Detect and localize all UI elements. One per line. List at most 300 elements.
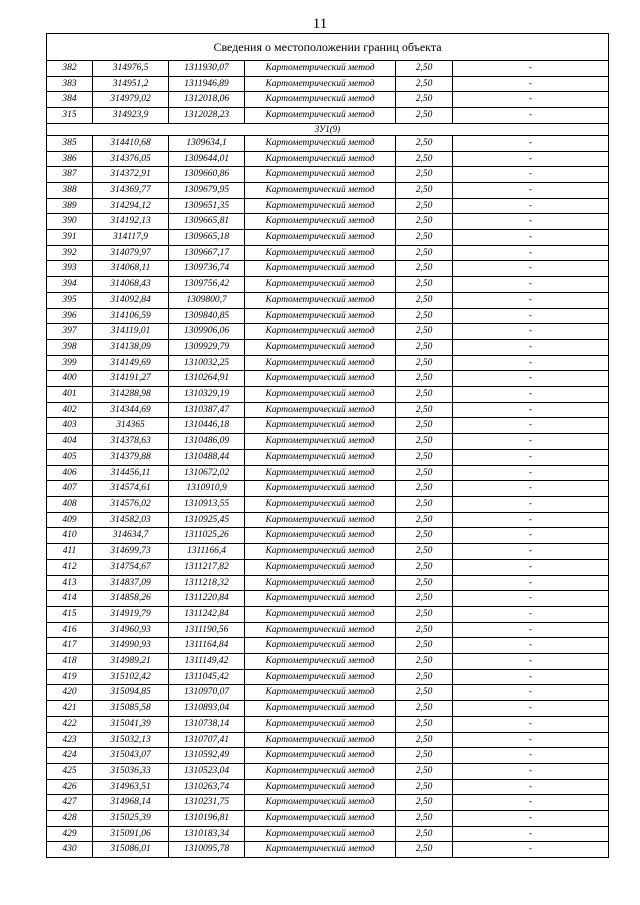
method-cell: Картометрический метод [245, 308, 396, 324]
remark-cell: - [453, 779, 609, 795]
remark-cell: - [453, 622, 609, 638]
accuracy-cell: 2,50 [396, 76, 453, 92]
point-number-cell: 389 [47, 198, 93, 214]
remark-cell: - [453, 387, 609, 403]
y-coordinate-cell: 1311946,89 [169, 76, 245, 92]
point-number-cell: 400 [47, 371, 93, 387]
table-row [47, 465, 609, 481]
accuracy-cell: 2,50 [396, 245, 453, 261]
x-coordinate-cell: 314963,51 [93, 779, 169, 795]
x-coordinate-cell: 315041,39 [93, 716, 169, 732]
section-label: ЗУ1(9) [47, 123, 609, 135]
point-number-cell: 411 [47, 544, 93, 560]
table-row [47, 214, 609, 230]
method-cell: Картометрический метод [245, 387, 396, 403]
point-number-cell: 384 [47, 92, 93, 108]
table-row [47, 512, 609, 528]
table-row [47, 167, 609, 183]
point-number-cell: 424 [47, 748, 93, 764]
point-number-cell: 406 [47, 465, 93, 481]
y-coordinate-cell: 1311164,84 [169, 638, 245, 654]
table-row [47, 763, 609, 779]
remark-cell: - [453, 92, 609, 108]
x-coordinate-cell: 314456,11 [93, 465, 169, 481]
accuracy-cell: 2,50 [396, 387, 453, 403]
x-coordinate-cell: 314119,01 [93, 324, 169, 340]
point-number-cell: 386 [47, 151, 93, 167]
remark-cell: - [453, 108, 609, 124]
method-cell: Картометрический метод [245, 622, 396, 638]
method-cell: Картометрический метод [245, 324, 396, 340]
remark-cell: - [453, 167, 609, 183]
accuracy-cell: 2,50 [396, 61, 453, 77]
y-coordinate-cell: 1311025,26 [169, 528, 245, 544]
method-cell: Картометрический метод [245, 481, 396, 497]
y-coordinate-cell: 1309736,74 [169, 261, 245, 277]
x-coordinate-cell: 314976,5 [93, 61, 169, 77]
point-number-cell: 383 [47, 76, 93, 92]
point-number-cell: 408 [47, 496, 93, 512]
x-coordinate-cell: 314919,79 [93, 606, 169, 622]
accuracy-cell: 2,50 [396, 198, 453, 214]
table-row [47, 434, 609, 450]
accuracy-cell: 2,50 [396, 701, 453, 717]
method-cell: Картометрический метод [245, 418, 396, 434]
accuracy-cell: 2,50 [396, 763, 453, 779]
method-cell: Картометрический метод [245, 669, 396, 685]
y-coordinate-cell: 1310970,07 [169, 685, 245, 701]
table-row [47, 622, 609, 638]
method-cell: Картометрический метод [245, 638, 396, 654]
table-row [47, 230, 609, 246]
x-coordinate-cell: 314192,13 [93, 214, 169, 230]
table-row [47, 544, 609, 560]
remark-cell: - [453, 449, 609, 465]
method-cell: Картометрический метод [245, 261, 396, 277]
table-row [47, 292, 609, 308]
method-cell: Картометрический метод [245, 108, 396, 124]
y-coordinate-cell: 1310183,34 [169, 826, 245, 842]
table-row [47, 182, 609, 198]
table-row [47, 685, 609, 701]
point-number-cell: 402 [47, 402, 93, 418]
y-coordinate-cell: 1311242,84 [169, 606, 245, 622]
remark-cell: - [453, 606, 609, 622]
table-body [47, 34, 609, 858]
accuracy-cell: 2,50 [396, 434, 453, 450]
accuracy-cell: 2,50 [396, 402, 453, 418]
method-cell: Картометрический метод [245, 811, 396, 827]
point-number-cell: 387 [47, 167, 93, 183]
point-number-cell: 417 [47, 638, 93, 654]
method-cell: Картометрический метод [245, 559, 396, 575]
y-coordinate-cell: 1310893,04 [169, 701, 245, 717]
y-coordinate-cell: 1311190,56 [169, 622, 245, 638]
x-coordinate-cell: 314990,93 [93, 638, 169, 654]
method-cell: Картометрический метод [245, 528, 396, 544]
point-number-cell: 398 [47, 339, 93, 355]
y-coordinate-cell: 1309634,1 [169, 135, 245, 151]
table-row [47, 481, 609, 497]
method-cell: Картометрический метод [245, 92, 396, 108]
table-row [47, 151, 609, 167]
remark-cell: - [453, 701, 609, 717]
table-row [47, 826, 609, 842]
x-coordinate-cell: 314574,61 [93, 481, 169, 497]
x-coordinate-cell: 315043,07 [93, 748, 169, 764]
remark-cell: - [453, 135, 609, 151]
remark-cell: - [453, 763, 609, 779]
y-coordinate-cell: 1309665,81 [169, 214, 245, 230]
accuracy-cell: 2,50 [396, 418, 453, 434]
y-coordinate-cell: 1310672,02 [169, 465, 245, 481]
method-cell: Картометрический метод [245, 198, 396, 214]
y-coordinate-cell: 1310095,78 [169, 842, 245, 858]
table-row [47, 575, 609, 591]
x-coordinate-cell: 314576,02 [93, 496, 169, 512]
remark-cell: - [453, 434, 609, 450]
table-row [47, 387, 609, 403]
remark-cell: - [453, 811, 609, 827]
table-title-row [47, 34, 609, 61]
y-coordinate-cell: 1310523,04 [169, 763, 245, 779]
method-cell: Картометрический метод [245, 230, 396, 246]
remark-cell: - [453, 324, 609, 340]
accuracy-cell: 2,50 [396, 795, 453, 811]
remark-cell: - [453, 261, 609, 277]
method-cell: Картометрический метод [245, 61, 396, 77]
remark-cell: - [453, 669, 609, 685]
method-cell: Картометрический метод [245, 355, 396, 371]
x-coordinate-cell: 315085,58 [93, 701, 169, 717]
point-number-cell: 416 [47, 622, 93, 638]
method-cell: Картометрический метод [245, 779, 396, 795]
y-coordinate-cell: 1310488,44 [169, 449, 245, 465]
point-number-cell: 405 [47, 449, 93, 465]
table-row [47, 606, 609, 622]
point-number-cell: 427 [47, 795, 93, 811]
table-row [47, 92, 609, 108]
table-row [47, 795, 609, 811]
y-coordinate-cell: 1309667,17 [169, 245, 245, 261]
x-coordinate-cell: 314344,69 [93, 402, 169, 418]
table-row [47, 261, 609, 277]
x-coordinate-cell: 314979,02 [93, 92, 169, 108]
table-row [47, 779, 609, 795]
point-number-cell: 409 [47, 512, 93, 528]
table-row [47, 277, 609, 293]
y-coordinate-cell: 1309679,95 [169, 182, 245, 198]
point-number-cell: 426 [47, 779, 93, 795]
remark-cell: - [453, 654, 609, 670]
table-row [47, 245, 609, 261]
accuracy-cell: 2,50 [396, 669, 453, 685]
method-cell: Картометрический метод [245, 135, 396, 151]
y-coordinate-cell: 1311220,84 [169, 591, 245, 607]
point-number-cell: 397 [47, 324, 93, 340]
point-number-cell: 423 [47, 732, 93, 748]
y-coordinate-cell: 1311166,4 [169, 544, 245, 560]
accuracy-cell: 2,50 [396, 622, 453, 638]
y-coordinate-cell: 1310196,81 [169, 811, 245, 827]
accuracy-cell: 2,50 [396, 135, 453, 151]
x-coordinate-cell: 315025,39 [93, 811, 169, 827]
point-number-cell: 388 [47, 182, 93, 198]
accuracy-cell: 2,50 [396, 496, 453, 512]
point-number-cell: 382 [47, 61, 93, 77]
x-coordinate-cell: 315036,33 [93, 763, 169, 779]
method-cell: Картометрический метод [245, 402, 396, 418]
table-row [47, 528, 609, 544]
method-cell: Картометрический метод [245, 763, 396, 779]
method-cell: Картометрический метод [245, 245, 396, 261]
table-row [47, 449, 609, 465]
point-number-cell: 390 [47, 214, 93, 230]
remark-cell: - [453, 544, 609, 560]
method-cell: Картометрический метод [245, 795, 396, 811]
point-number-cell: 430 [47, 842, 93, 858]
method-cell: Картометрический метод [245, 496, 396, 512]
table-row [47, 732, 609, 748]
table-row [47, 559, 609, 575]
remark-cell: - [453, 402, 609, 418]
table-row [47, 371, 609, 387]
accuracy-cell: 2,50 [396, 308, 453, 324]
point-number-cell: 396 [47, 308, 93, 324]
remark-cell: - [453, 76, 609, 92]
method-cell: Картометрический метод [245, 465, 396, 481]
table-row [47, 339, 609, 355]
remark-cell: - [453, 230, 609, 246]
x-coordinate-cell: 314582,03 [93, 512, 169, 528]
remark-cell: - [453, 748, 609, 764]
point-number-cell: 392 [47, 245, 93, 261]
table-row [47, 811, 609, 827]
x-coordinate-cell: 314960,93 [93, 622, 169, 638]
method-cell: Картометрический метод [245, 434, 396, 450]
accuracy-cell: 2,50 [396, 544, 453, 560]
table-row [47, 496, 609, 512]
method-cell: Картометрический метод [245, 591, 396, 607]
point-number-cell: 393 [47, 261, 93, 277]
table-row [47, 638, 609, 654]
remark-cell: - [453, 245, 609, 261]
accuracy-cell: 2,50 [396, 575, 453, 591]
accuracy-cell: 2,50 [396, 371, 453, 387]
point-number-cell: 421 [47, 701, 93, 717]
method-cell: Картометрический метод [245, 339, 396, 355]
table-title: Сведения о местоположении границ объекта [47, 34, 609, 61]
table-row [47, 324, 609, 340]
remark-cell: - [453, 496, 609, 512]
method-cell: Картометрический метод [245, 575, 396, 591]
x-coordinate-cell: 314294,12 [93, 198, 169, 214]
accuracy-cell: 2,50 [396, 108, 453, 124]
accuracy-cell: 2,50 [396, 465, 453, 481]
accuracy-cell: 2,50 [396, 811, 453, 827]
accuracy-cell: 2,50 [396, 654, 453, 670]
remark-cell: - [453, 61, 609, 77]
table-row [47, 418, 609, 434]
page-number: 11 [312, 16, 328, 32]
table-row [47, 654, 609, 670]
accuracy-cell: 2,50 [396, 779, 453, 795]
accuracy-cell: 2,50 [396, 277, 453, 293]
method-cell: Картометрический метод [245, 748, 396, 764]
point-number-cell: 429 [47, 826, 93, 842]
table-row [47, 402, 609, 418]
remark-cell: - [453, 465, 609, 481]
y-coordinate-cell: 1311149,42 [169, 654, 245, 670]
y-coordinate-cell: 1309644,01 [169, 151, 245, 167]
point-number-cell: 419 [47, 669, 93, 685]
x-coordinate-cell: 315102,42 [93, 669, 169, 685]
point-number-cell: 385 [47, 135, 93, 151]
x-coordinate-cell: 314068,43 [93, 277, 169, 293]
table-row [47, 669, 609, 685]
point-number-cell: 414 [47, 591, 93, 607]
remark-cell: - [453, 481, 609, 497]
accuracy-cell: 2,50 [396, 716, 453, 732]
accuracy-cell: 2,50 [396, 151, 453, 167]
y-coordinate-cell: 1309756,42 [169, 277, 245, 293]
x-coordinate-cell: 314191,27 [93, 371, 169, 387]
x-coordinate-cell: 314372,91 [93, 167, 169, 183]
x-coordinate-cell: 314288,98 [93, 387, 169, 403]
remark-cell: - [453, 795, 609, 811]
x-coordinate-cell: 315032,13 [93, 732, 169, 748]
method-cell: Картометрический метод [245, 732, 396, 748]
accuracy-cell: 2,50 [396, 449, 453, 465]
table-row [47, 355, 609, 371]
accuracy-cell: 2,50 [396, 559, 453, 575]
accuracy-cell: 2,50 [396, 182, 453, 198]
x-coordinate-cell: 314410,68 [93, 135, 169, 151]
remark-cell: - [453, 151, 609, 167]
method-cell: Картометрический метод [245, 167, 396, 183]
accuracy-cell: 2,50 [396, 512, 453, 528]
point-number-cell: 413 [47, 575, 93, 591]
y-coordinate-cell: 1310329,19 [169, 387, 245, 403]
remark-cell: - [453, 512, 609, 528]
accuracy-cell: 2,50 [396, 339, 453, 355]
y-coordinate-cell: 1311217,82 [169, 559, 245, 575]
y-coordinate-cell: 1310263,74 [169, 779, 245, 795]
point-number-cell: 407 [47, 481, 93, 497]
accuracy-cell: 2,50 [396, 842, 453, 858]
y-coordinate-cell: 1311930,07 [169, 61, 245, 77]
point-number-cell: 399 [47, 355, 93, 371]
point-number-cell: 401 [47, 387, 93, 403]
point-number-cell: 403 [47, 418, 93, 434]
method-cell: Картометрический метод [245, 214, 396, 230]
y-coordinate-cell: 1310486,09 [169, 434, 245, 450]
x-coordinate-cell: 314138,09 [93, 339, 169, 355]
table-row [47, 701, 609, 717]
accuracy-cell: 2,50 [396, 638, 453, 654]
x-coordinate-cell: 314378,63 [93, 434, 169, 450]
section-row [47, 123, 609, 135]
method-cell: Картометрический метод [245, 449, 396, 465]
x-coordinate-cell: 314079,97 [93, 245, 169, 261]
method-cell: Картометрический метод [245, 654, 396, 670]
x-coordinate-cell: 314106,59 [93, 308, 169, 324]
accuracy-cell: 2,50 [396, 261, 453, 277]
x-coordinate-cell: 315091,06 [93, 826, 169, 842]
accuracy-cell: 2,50 [396, 324, 453, 340]
x-coordinate-cell: 314068,11 [93, 261, 169, 277]
y-coordinate-cell: 1309840,85 [169, 308, 245, 324]
point-number-cell: 422 [47, 716, 93, 732]
method-cell: Картометрический метод [245, 606, 396, 622]
y-coordinate-cell: 1310446,18 [169, 418, 245, 434]
remark-cell: - [453, 559, 609, 575]
x-coordinate-cell: 314837,09 [93, 575, 169, 591]
remark-cell: - [453, 182, 609, 198]
y-coordinate-cell: 1310913,55 [169, 496, 245, 512]
y-coordinate-cell: 1310738,14 [169, 716, 245, 732]
method-cell: Картометрический метод [245, 685, 396, 701]
accuracy-cell: 2,50 [396, 732, 453, 748]
x-coordinate-cell: 315086,01 [93, 842, 169, 858]
method-cell: Картометрический метод [245, 842, 396, 858]
remark-cell: - [453, 591, 609, 607]
point-number-cell: 428 [47, 811, 93, 827]
y-coordinate-cell: 1310032,25 [169, 355, 245, 371]
remark-cell: - [453, 638, 609, 654]
table-row [47, 748, 609, 764]
method-cell: Картометрический метод [245, 76, 396, 92]
accuracy-cell: 2,50 [396, 292, 453, 308]
y-coordinate-cell: 1310387,47 [169, 402, 245, 418]
x-coordinate-cell: 314376,05 [93, 151, 169, 167]
table-row [47, 61, 609, 77]
y-coordinate-cell: 1309800,7 [169, 292, 245, 308]
remark-cell: - [453, 277, 609, 293]
y-coordinate-cell: 1312018,06 [169, 92, 245, 108]
x-coordinate-cell: 314117,9 [93, 230, 169, 246]
x-coordinate-cell: 314989,21 [93, 654, 169, 670]
accuracy-cell: 2,50 [396, 748, 453, 764]
method-cell: Картометрический метод [245, 151, 396, 167]
method-cell: Картометрический метод [245, 371, 396, 387]
point-number-cell: 395 [47, 292, 93, 308]
x-coordinate-cell: 314365 [93, 418, 169, 434]
method-cell: Картометрический метод [245, 701, 396, 717]
method-cell: Картометрический метод [245, 277, 396, 293]
point-number-cell: 418 [47, 654, 93, 670]
point-number-cell: 315 [47, 108, 93, 124]
boundary-coordinates-table [46, 33, 609, 858]
accuracy-cell: 2,50 [396, 92, 453, 108]
remark-cell: - [453, 214, 609, 230]
table-row [47, 842, 609, 858]
y-coordinate-cell: 1310925,45 [169, 512, 245, 528]
accuracy-cell: 2,50 [396, 355, 453, 371]
table-row [47, 198, 609, 214]
remark-cell: - [453, 371, 609, 387]
y-coordinate-cell: 1310592,49 [169, 748, 245, 764]
y-coordinate-cell: 1309665,18 [169, 230, 245, 246]
accuracy-cell: 2,50 [396, 606, 453, 622]
method-cell: Картометрический метод [245, 826, 396, 842]
x-coordinate-cell: 314379,88 [93, 449, 169, 465]
method-cell: Картометрический метод [245, 182, 396, 198]
point-number-cell: 391 [47, 230, 93, 246]
point-number-cell: 420 [47, 685, 93, 701]
y-coordinate-cell: 1309651,35 [169, 198, 245, 214]
method-cell: Картометрический метод [245, 716, 396, 732]
